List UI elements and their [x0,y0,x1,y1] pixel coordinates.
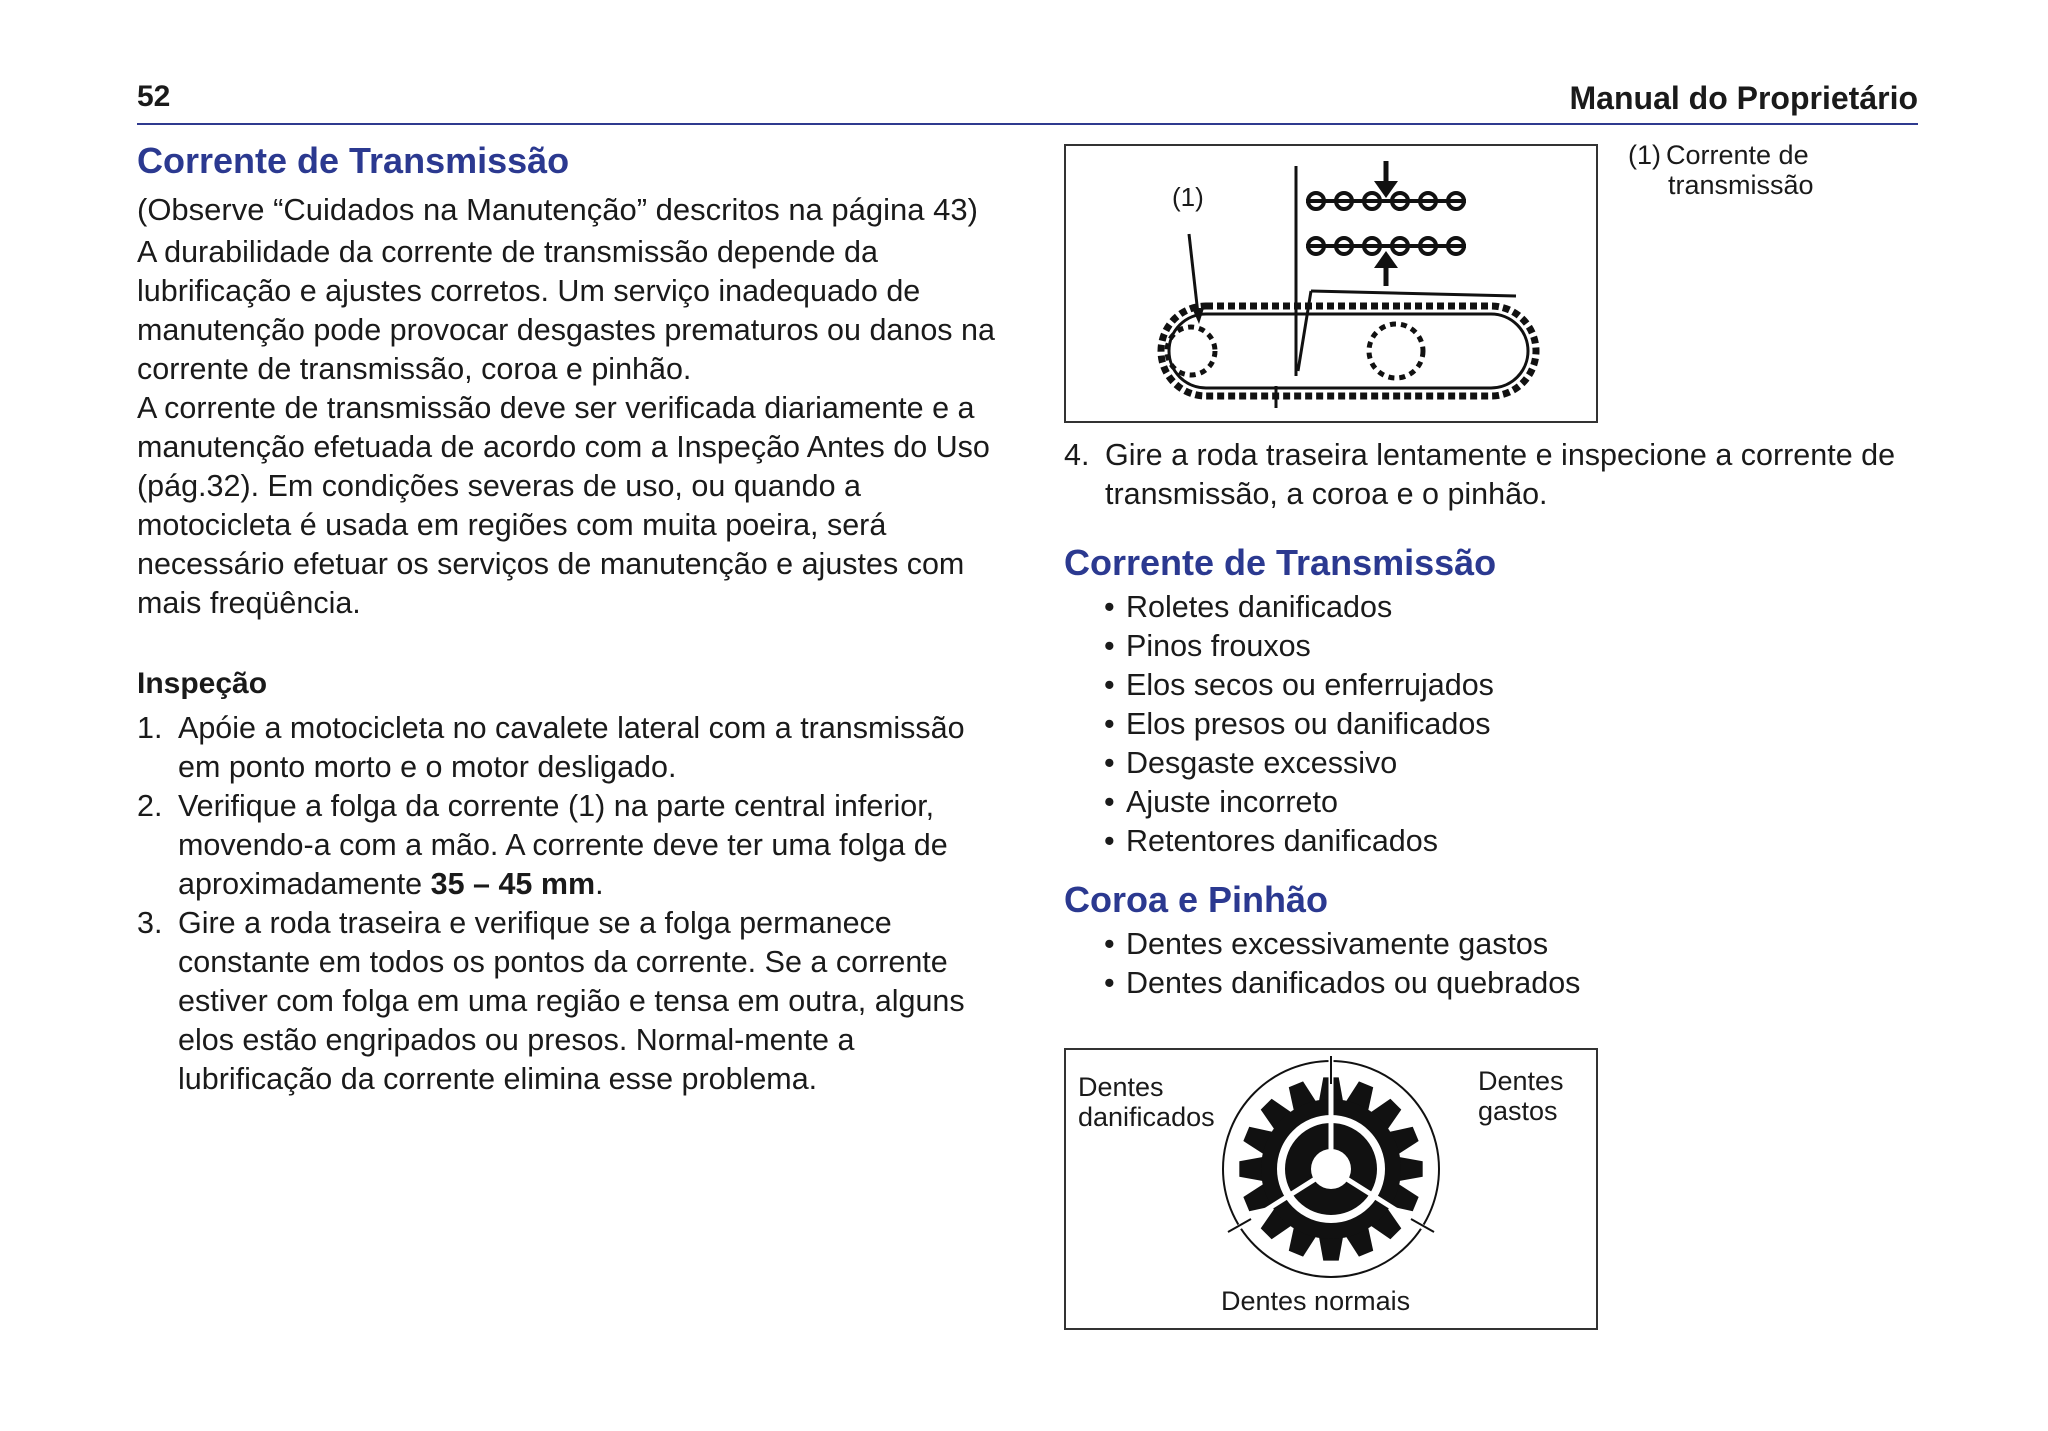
step-text-end: . [595,867,604,901]
chain-callout: (1) [1172,182,1204,212]
step-number: 2. [137,789,163,823]
chain-illustration [1066,146,1596,421]
manual-title: Manual do Proprietário [1569,80,1918,116]
label-damaged-teeth [1078,1072,1215,1132]
step-item [137,904,997,1099]
step-text: Apóie a motocicleta no cavalete lateral com a transmissão em ponto morto e o motor desligado. [178,711,965,784]
checklist-item: • Retentores danificados [1104,822,1924,861]
step-number: 4. [1064,438,1090,472]
chain-figure [1064,144,1598,423]
checklist-item: • Elos secos ou enferrujados [1104,666,1924,705]
guide-line [1311,291,1516,296]
divider-tick [1411,1219,1434,1232]
step-text: Gire a roda traseira lentamente e inspecione a corrente de transmissão, a coroa e o pinhão. [1105,438,1896,511]
slack-value: 35 – 45 mm [430,867,596,901]
paragraph-durability: A durabilidade da corrente de transmissão depende da lubrificação e ajustes corretos. Um serviço inadequado de manutenção pode provocar desgastes prematuros ou danos na corrente de transmissão, coroa e pinhão. [137,235,995,386]
step-item [1064,436,1924,514]
chain-figure-caption [1628,140,1814,200]
label-line: Dentes [1478,1066,1564,1096]
right-column [1064,436,1924,1003]
paragraph-daily-check: A corrente de transmissão deve ser verificada diariamente e a manutenção efetuada de acordo com a Inspeção Antes do Uso (pág.32). Em condições severas de uso, ou quando a motocicleta é usada em regiões com muita poeira, será necessário efetuar os serviços de manutenção e ajustes com mais freqüência. [137,391,990,620]
sprocket-illustration [1216,1054,1446,1284]
label-line: gastos [1478,1096,1558,1126]
section-heading-chain-check: Corrente de Transmissão [1064,542,1497,583]
inspection-heading: Inspeção [137,667,268,700]
page-number: 52 [137,80,171,113]
checklist-item: • Roletes danificados [1104,588,1924,627]
section-heading-chain: Corrente de Transmissão [137,140,570,181]
step-text: Verifique a folga da corrente (1) na parte central inferior, movendo-a com a mão. A corrente deve ter uma folga de aproximadamente [178,789,948,901]
label-line: Dentes [1078,1072,1164,1102]
caption-line-1: Corrente de [1666,140,1809,170]
checklist-item: • Desgaste excessivo [1104,744,1924,783]
chain-checklist [1064,588,1924,861]
caption-line-2: transmissão [1668,170,1814,200]
label-worn-teeth [1478,1066,1564,1126]
callout-leader-line [1189,234,1198,314]
sprocket-figure [1064,1048,1598,1330]
label-line: danificados [1078,1102,1215,1132]
rear-sprocket-icon [1369,324,1423,378]
caption-number: (1) [1628,140,1661,170]
step-number: 1. [137,711,163,745]
front-sprocket-icon [1167,327,1215,375]
checklist-item: • Elos presos ou danificados [1104,705,1924,744]
divider-tick [1228,1219,1251,1232]
header-rule [137,123,1918,125]
step-item [137,787,997,904]
checklist-item: • Pinos frouxos [1104,627,1924,666]
checklist-item: • Dentes danificados ou quebrados [1104,964,1924,1003]
step-text: Gire a roda traseira e verifique se a folga permanece constante em todos os pontos da corrente. Se a corrente estiver com folga em uma região e tensa em outra, alguns elos estão engripados ou presos. Normal-mente a lubrificação da corrente elimina esse problema. [178,906,965,1096]
inspection-steps [137,709,997,1099]
left-column [137,136,997,1099]
checklist-item: • Ajuste incorreto [1104,783,1924,822]
label-normal-teeth: Dentes normais [1221,1286,1411,1316]
checklist-item: • Dentes excessivamente gastos [1104,925,1924,964]
section-subheading: (Observe “Cuidados na Manutenção” descritos na página 43) [137,192,978,227]
chain-loop-inner [1169,314,1528,388]
inspection-steps-continued [1064,436,1924,514]
sprocket-checklist [1064,925,1924,1003]
step-number: 3. [137,906,163,940]
step-item [137,709,997,787]
section-heading-sprocket: Coroa e Pinhão [1064,879,1329,920]
